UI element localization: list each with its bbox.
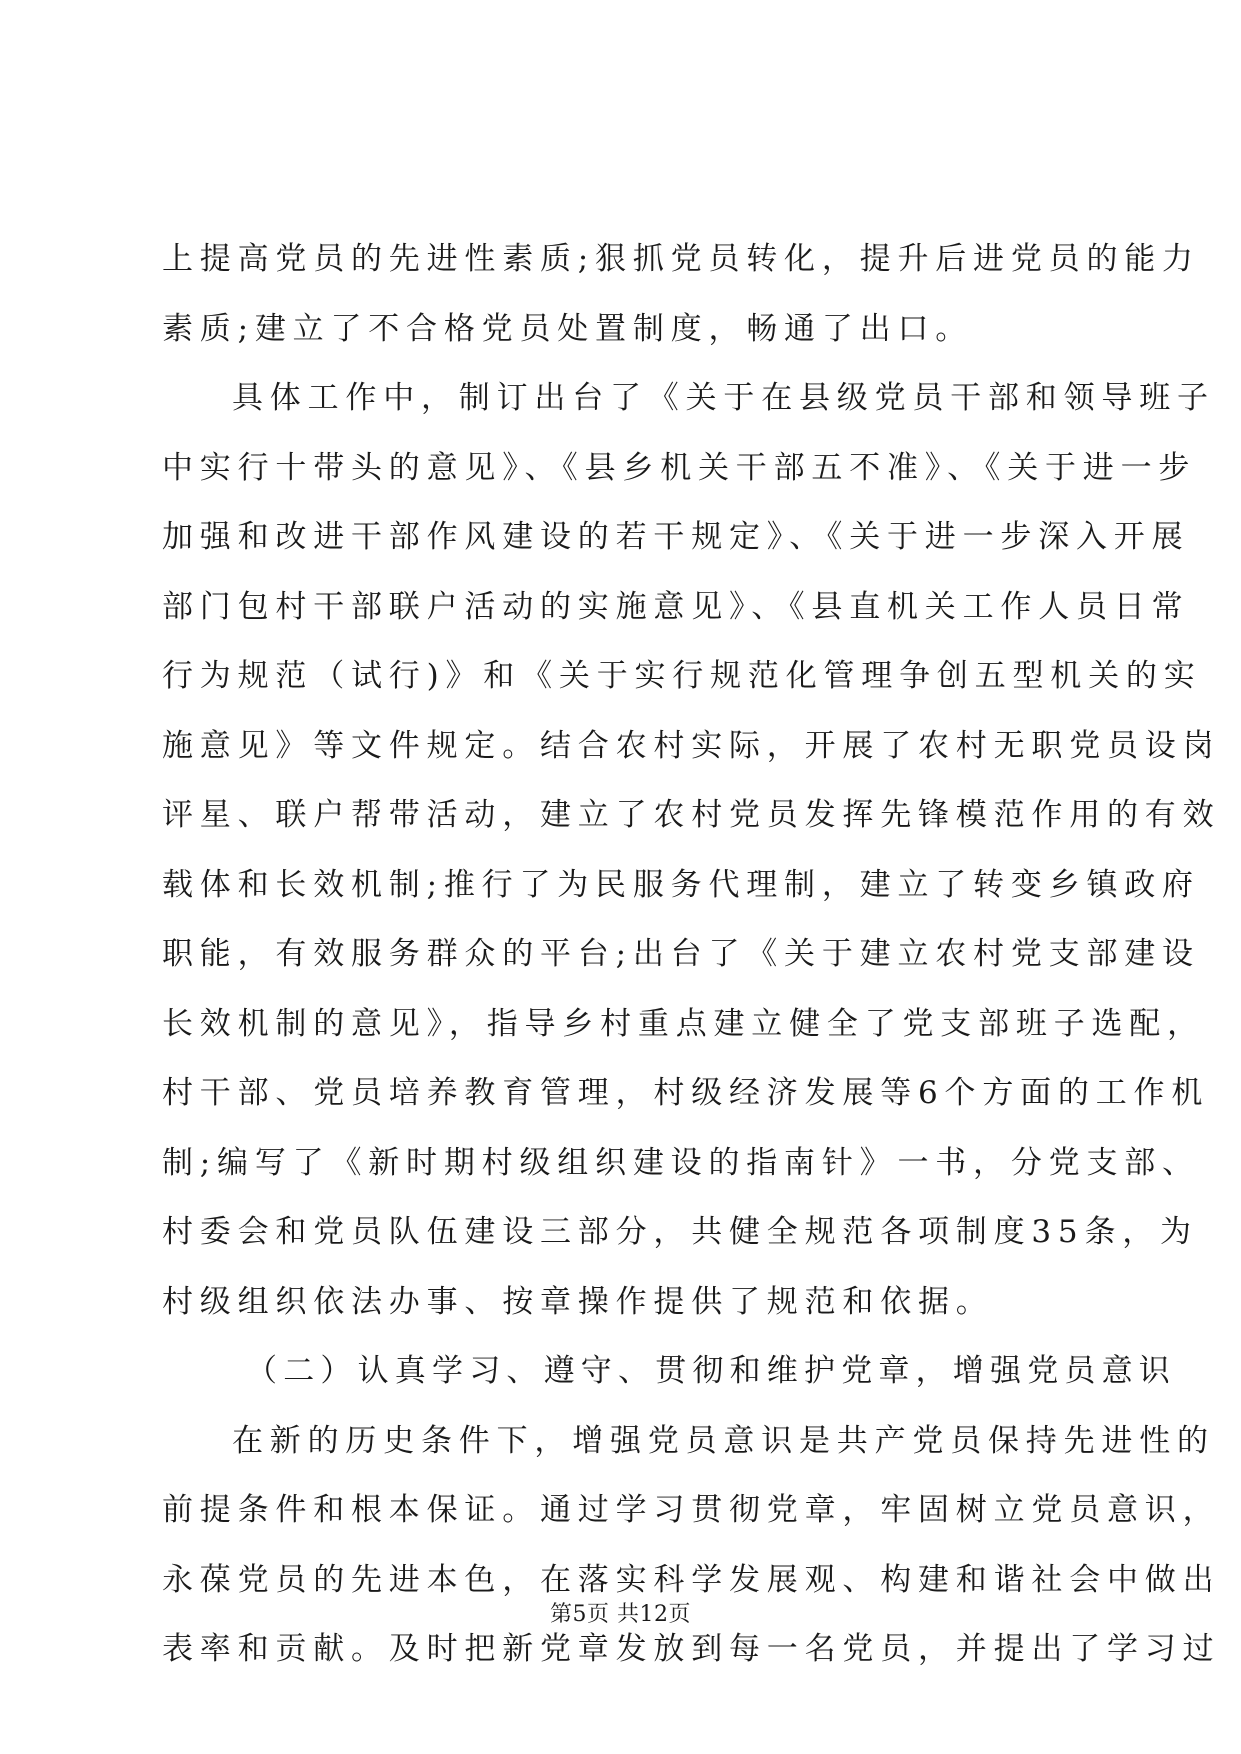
text-line: 载体和长效机制;推行了为民服务代理制，建立了转变乡镇政府 [162,866,1200,903]
text-line: 永葆党员的先进本色，在落实科学发展观、构建和谐社会中做出 [162,1561,1221,1598]
text-line: 部门包村干部联户活动的实施意见》、《县直机关工作人员日常 [162,588,1190,625]
text-line: 施意见》等文件规定。结合农村实际，开展了农村无职党员设岗 [162,727,1221,764]
text-line: 村干部、党员培养教育管理，村级经济发展等6个方面的工作机 [162,1075,1210,1111]
paragraph-1 [162,225,1200,364]
text-line: 表率和贡献。及时把新党章发放到每一名党员，并提出了学习过 [162,1631,1221,1667]
text-line: 职能，有效服务群众的平台;出台了《关于建立农村党支部建设 [162,936,1200,972]
document-body [162,225,1221,1685]
text-line: 前提条件和根本保证。通过学习贯彻党章，牢固树立党员意识， [162,1492,1221,1528]
text-line: 素质;建立了不合格党员处置制度，畅通了出口。 [162,310,974,347]
heading-line: （二）认真学习、遵守、贯彻和维护党章，增强党员意识 [246,1353,1176,1389]
text-line: 长效机制的意见》，指导乡村重点建立健全了党支部班子选配， [162,1005,1205,1042]
section-heading [162,1337,1176,1407]
text-line: 村委会和党员队伍建设三部分，共健全规范各项制度35条，为 [162,1214,1198,1250]
text-line: 在新的历史条件下，增强党员意识是共产党员保持先进性的 [232,1422,1215,1459]
paragraph-2 [162,364,1221,1337]
text-line: 上提高党员的先进性素质;狠抓党员转化，提升后进党员的能力 [162,241,1200,277]
page-number-footer: 第5页 共12页 [550,1602,691,1627]
text-line: 村级组织依法办事、按章操作提供了规范和依据。 [162,1283,994,1320]
text-line: 行为规范（试行)》和《关于实行规范化管理争创五型机关的实 [162,658,1202,694]
text-line: 制;编写了《新时期村级组织建设的指南针》一书，分党支部、 [162,1144,1200,1181]
text-line: 加强和改进干部作风建设的若干规定》、《关于进一步深入开展 [162,519,1190,555]
text-line: 评星、联户帮带活动，建立了农村党员发挥先锋模范作用的有效 [162,797,1221,833]
text-line: 中实行十带头的意见》、《县乡机关干部五不准》、《关于进一步 [162,449,1197,486]
paragraph-3 [162,1407,1221,1685]
text-line: 具体工作中，制订出台了《关于在县级党员干部和领导班子 [232,380,1215,416]
